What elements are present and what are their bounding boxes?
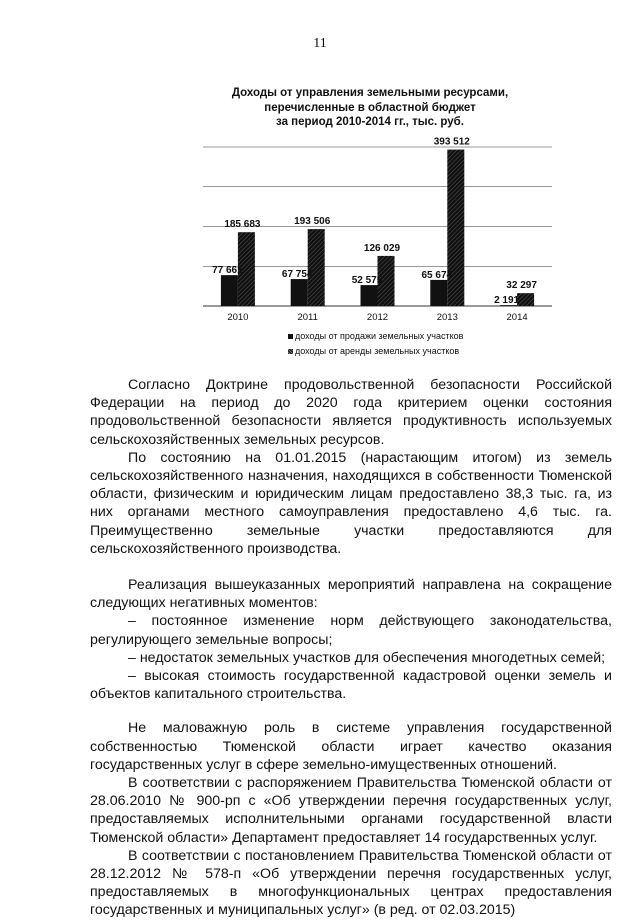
legend-item-sale [288,331,463,341]
x-tick-label: 2013 [436,312,458,323]
bullet-cadastral-cost: – высокая стоимость государственной кадастровой оценки земель и объектов капитального строительства. [90,668,612,703]
chart-title-line-1: Доходы от управления земельными ресурсами, [231,87,509,99]
data-label-sale: 2 191 [494,295,520,307]
data-label-rent: 393 512 [433,136,470,148]
chart-title-line-2: перечисленные в областной бюджет [264,101,476,114]
paragraph-order-900: В соответствии с распоряжением Правительства Тюменской области от 28.06.2010 № 900-рп с «Об утверждении перечня государственных услуг, предоставляемых исполнительными органами государственной власти Тюменской области» Департамент предоставляет 14 государственных услуг. [90,775,612,846]
paragraph-land-stats: По состоянию на 01.01.2015 (нарастающим итогом) из земель сельскохозяйственного назначения, находящихся в собственности Тюменской области, физическим и юридическим лицам предоставлено 38,3 тыс. га, из них органами местного самоуправления предоставлено 4,6 тыс. га. Преимущественно земельные участки предоставляются для сельскохозяйственного производства. [90,449,612,557]
bar-sale [221,275,238,306]
paragraph-doctrine: Согласно Доктрине продовольственной безопасности Российской Федерации на период до 2020 года критерием оценки состояния продовольственной безопасности является продуктивность используемых сельскохозяйственных земельных ресурсов. [90,377,612,448]
paragraph-measures: Реализация вышеуказанных мероприятий направлена на сокращение следующих негативных моментов: [90,577,612,612]
x-tick-label: 2014 [506,312,528,323]
data-label-sale: 67 754 [281,269,313,281]
legend-item-rent [288,346,459,356]
bar-sale [430,280,447,306]
data-label-sale: 52 575 [351,275,383,287]
bar-rent [308,229,325,306]
bullet-large-families: – недостаток земельных участков для обеспечения многодетных семей; [128,649,606,666]
bar-sale [361,285,378,306]
legend-swatch-rent [288,349,293,354]
bar-rent [517,293,534,306]
data-label-rent: 32 297 [506,280,537,292]
x-tick-label: 2012 [366,312,389,323]
chart-title-line-3: за период 2010-2014 гг., тыс. руб. [276,116,464,128]
bar-sale [291,279,308,306]
legend-label-rent: доходы от аренды земельных участков [295,346,460,356]
document-body [90,376,612,920]
legend-label-sale: доходы от продажи земельных участков [295,331,464,341]
data-label-sale: 65 674 [421,269,453,281]
page-number: 11 [313,36,327,51]
x-tick-label: 2011 [297,312,318,323]
data-label-rent: 193 506 [294,216,331,228]
paragraph-services-role: Не маловажную роль в системе управления государственной собственностью Тюменской области играет качество оказания государственных услуг в сфере земельно-имущественных отношений. [90,720,612,773]
bar-rent [447,150,464,306]
bar-chart [0,0,640,340]
data-label-rent: 185 683 [224,219,261,231]
data-label-sale: 77 661 [212,265,243,277]
paragraph-decree-578: В соответствии с постановлением Правительства Тюменской области от 28.12.2012 № 578-п «Об утверждении перечня государственных услуг, предоставляемых в многофункциональных центрах предоставления государственных и муниципальных услуг» (в ред. от 02.03.2015) [90,847,612,919]
legend-swatch-sale [288,334,293,339]
bullet-legislation: – постоянное изменение норм действующего законодательства, регулирующего земельные вопросы; [90,613,612,648]
x-tick-label: 2010 [227,312,249,323]
data-label-rent: 126 029 [363,242,401,254]
